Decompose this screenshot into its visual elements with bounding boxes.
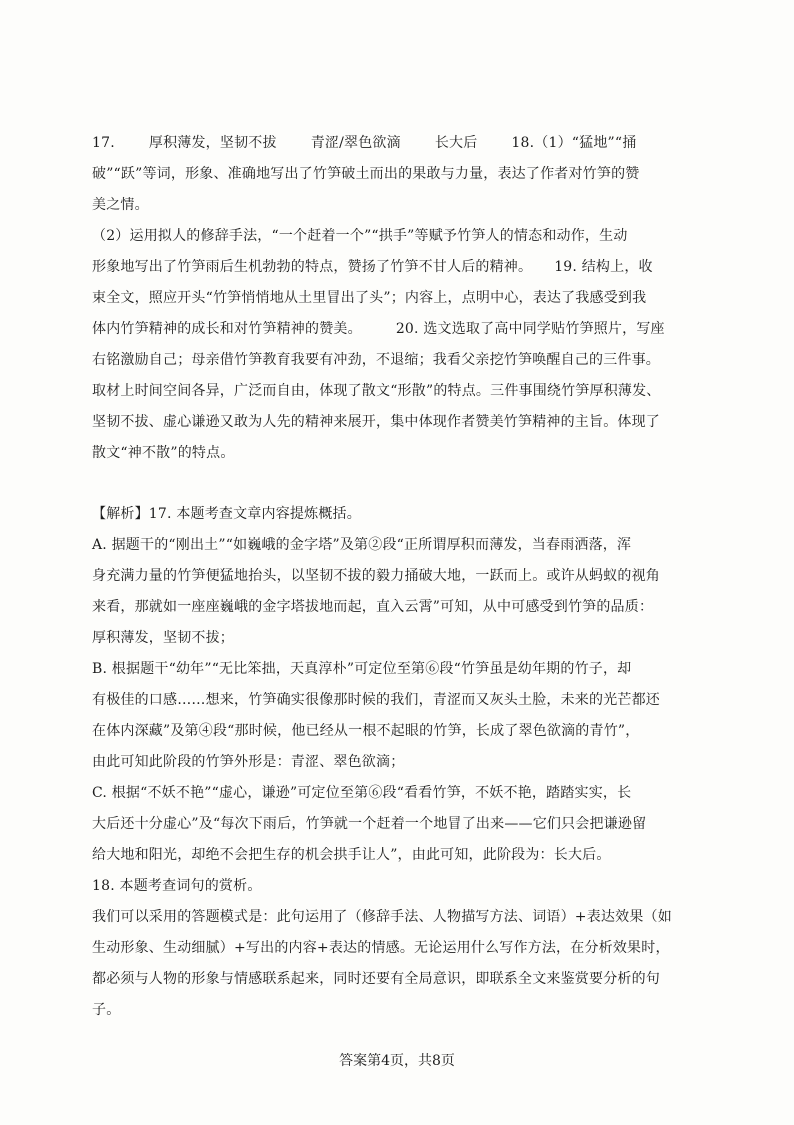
analysis-line-1: 【解析】17. 本题考查文章内容提炼概括。 [92,506,361,522]
q17-answer-a: 厚积薄发，坚韧不拔 [148,135,277,151]
analysis-line-6: B. 根据题干“幼年”“无比笨拙，天真淳朴”可定位至第⑥段“竹笋虽是幼年期的竹子，却 [92,661,632,677]
analysis-line-9: 由此可知此阶段的竹笋外形是：青涩、翠色欲滴； [92,754,405,770]
q17-answer-c: 长大后 [434,135,478,151]
analysis-line-11: 大后还十分虚心”及“每次下雨后，竹笋就一个赶着一个地冒了出来——它们只会把谦逊留 [92,816,647,832]
answer-line-11: 散文“神不散”的特点。 [92,445,235,461]
answer-line-2: 破”“跃”等词，形象、准确地写出了竹笋破土而出的果敢与力量，表达了作者对竹笋的赞 [92,166,640,182]
answer-line-1 [92,128,704,159]
analysis-line-10: C. 根据“不妖不艳”“虚心，谦逊”可定位至第⑥段“看看竹笋，不妖不艳，踏踏实实，长 [92,785,632,801]
q18-answer-start: 18.（1）“猛地”“捅 [511,135,637,151]
analysis-line-16: 都必须与人物的形象与情感联系起来，同时还要有全局意识，即联系全文来鉴赏要分析的句 [92,971,660,987]
answer-line-3: 美之情。 [92,197,149,213]
analysis-line-14: 我们可以采用的答题模式是：此句运用了（修辞手法、人物描写方法、词语）+表达效果（如 [92,909,672,925]
q19-start: 19. 结构上，收 [554,259,653,275]
analysis-line-4: 来看，那就如一座座巍峨的金字塔拔地而起，直入云霄”可知，从中可感受到竹笋的品质： [92,599,654,615]
answer-line-8: 右铭激励自己；母亲借竹笋教育我要有冲劲，不退缩；我看父亲挖竹笋唤醒自己的三件事。 [92,352,660,368]
q20-start: 20. 选文选取了高中同学贴竹笋照片，写座 [395,321,665,337]
answer-line-4: （2）运用拟人的修辞手法，“一个赶着一个”“拱手”等赋予竹笋人的情态和动作，生动 [92,228,628,244]
answer-line-9: 取材上时间空间各异，广泛而自由，体现了散文“形散”的特点。三件事围绕竹笋厚积薄发、 [92,383,661,399]
answer-line-7 [92,314,704,345]
answer-line-5 [92,252,704,283]
analysis-line-13: 18. 本题考查词句的赏析。 [92,878,262,894]
page-footer: 答案第4页，共8页 [339,1053,455,1069]
analysis-line-7: 有极佳的口感……想来，竹笋确实很像那时候的我们，青涩而又灰头土脸，未来的光芒都还 [92,692,660,708]
q17-answer-b: 青涩/翠色欲滴 [310,135,401,151]
analysis-line-2: A. 据题干的“刚出土”“如巍峨的金字塔”及第②段“正所谓厚积而薄发，当春雨洒落，浑 [92,537,632,553]
section-spacer [92,469,704,499]
analysis-line-8: 在体内深藏”及第④段“那时候，他已经从一根不起眼的竹笋，长成了翠色欲滴的青竹”， [92,723,640,739]
q19-end: 体内竹笋精神的成长和对竹笋精神的赞美。 [92,321,362,337]
analysis-line-5: 厚积薄发，坚韧不拔； [92,630,234,646]
q17-number: 17. [92,135,115,151]
analysis-line-15: 生动形象、生动细腻）+写出的内容+表达的情感。无论运用什么写作方法，在分析效果时， [92,940,670,956]
analysis-line-3: 身充满力量的竹笋便猛地抬头，以坚韧不拔的毅力捅破大地，一跃而上。或许从蚂蚁的视角 [92,568,660,584]
analysis-line-12: 给大地和阳光，却绝不会把生存的机会拱手让人”，由此可知，此阶段为：长大后。 [92,847,611,863]
answer-line-10: 坚韧不拔、虚心谦逊又敢为人先的精神来展开，集中体现作者赞美竹笋精神的主旨。体现了 [92,414,660,430]
analysis-line-17: 子。 [92,1002,121,1018]
answer-line-6: 束全文，照应开头“竹笋悄悄地从土里冒出了头”；内容上，点明中心，表达了我感受到我 [92,290,647,306]
q18-2-end: 形象地写出了竹笋雨后生机勃勃的特点，赞扬了竹笋不甘人后的精神。 [92,259,533,275]
page-content [92,128,704,1026]
